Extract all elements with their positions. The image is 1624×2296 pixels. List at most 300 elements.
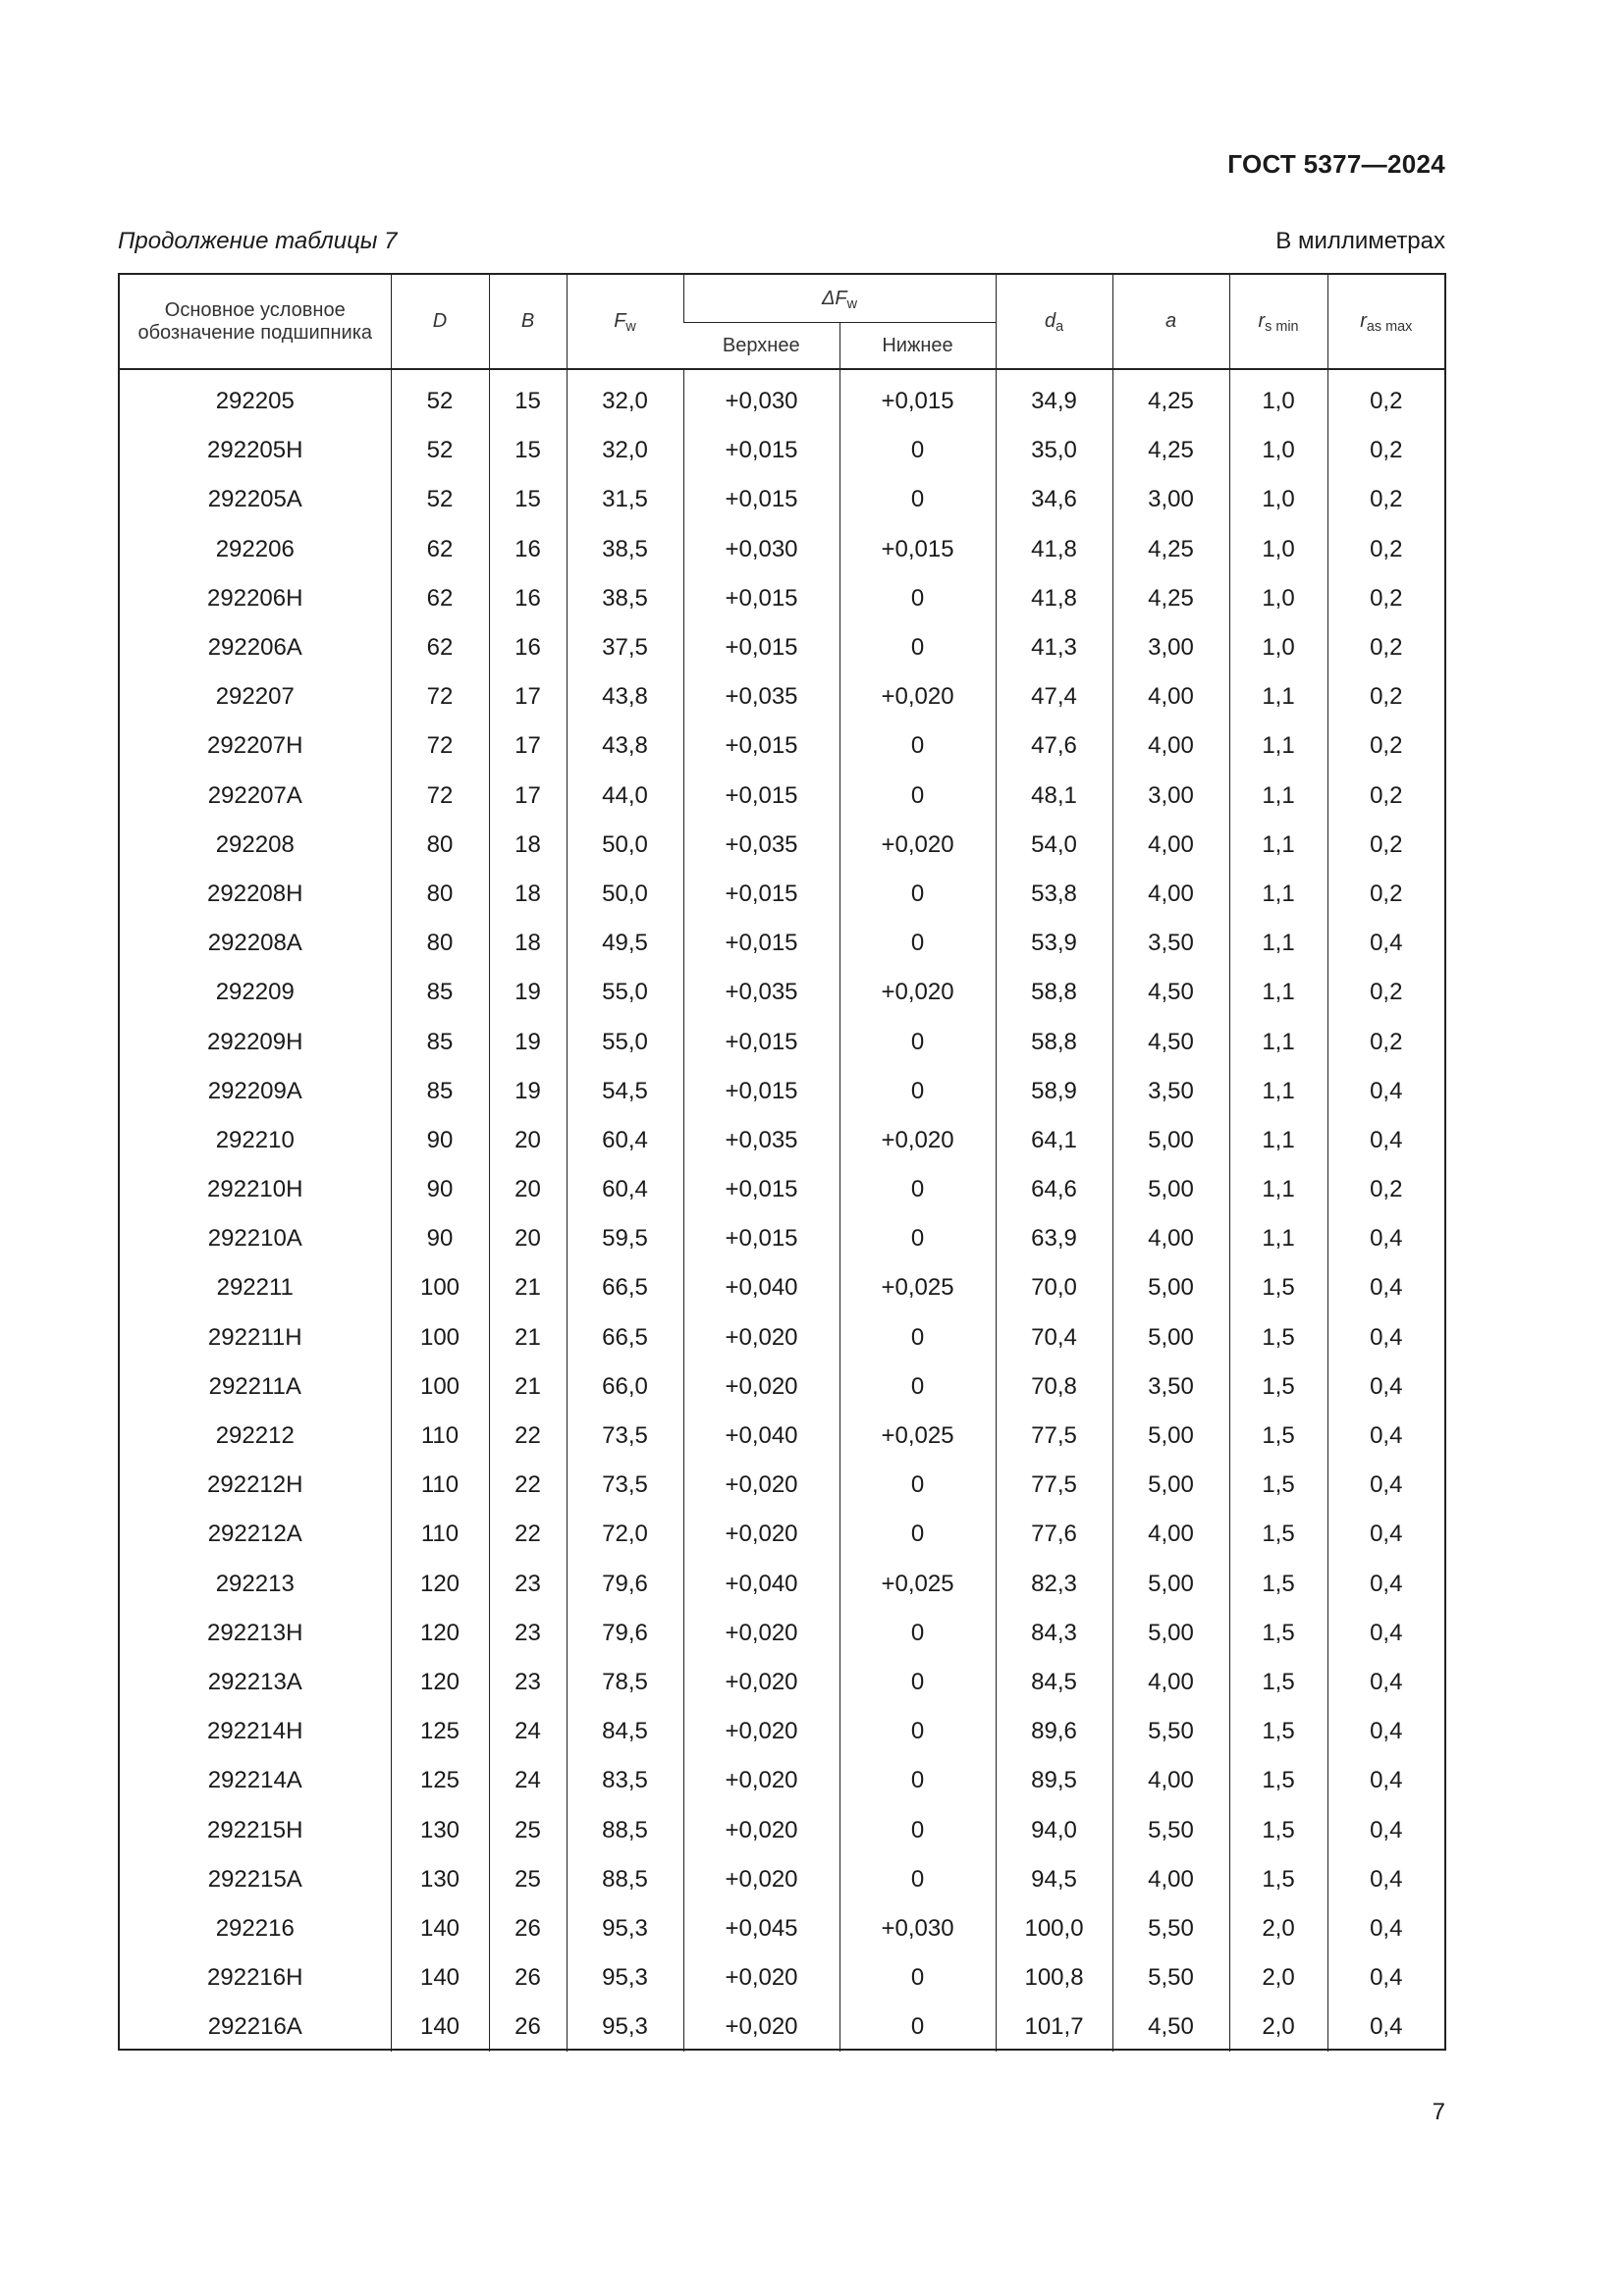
table-row [120, 475, 1444, 524]
cell-a: 4,25 [1112, 426, 1229, 475]
cell-designation: 292209H [207, 1028, 303, 1055]
cell-Fw: 54,5 [567, 1067, 683, 1116]
cell-B: 23 [489, 1609, 567, 1658]
cell-a: 5,50 [1112, 1805, 1229, 1854]
cell-designation: 292212H [207, 1471, 303, 1499]
cell-D: 80 [391, 919, 489, 968]
col-header-B: B [489, 275, 567, 369]
cell-B: 18 [489, 919, 567, 968]
cell-B: 23 [489, 1560, 567, 1609]
table-row [120, 672, 1444, 721]
cell-D: 100 [391, 1263, 489, 1312]
cell-D: 72 [391, 721, 489, 771]
cell-a: 5,00 [1112, 1263, 1229, 1312]
table-row [120, 919, 1444, 968]
cell-D: 120 [391, 1658, 489, 1707]
cell-designation: 292205H [207, 437, 303, 464]
cell-upper: +0,015 [683, 870, 839, 919]
col-header-D: D [391, 275, 489, 369]
cell-designation: 292208 [215, 830, 295, 858]
table-row [120, 623, 1444, 672]
cell-D: 80 [391, 821, 489, 870]
cell-a: 4,00 [1112, 821, 1229, 870]
cell-Fw: 83,5 [567, 1756, 683, 1805]
cell-Fw: 66,5 [567, 1313, 683, 1362]
cell-designation: 292211A [208, 1372, 301, 1400]
cell-a: 4,00 [1112, 870, 1229, 919]
cell-Fw: 31,5 [567, 475, 683, 524]
cell-rs-min: 1,1 [1229, 772, 1327, 821]
cell-Fw: 43,8 [567, 672, 683, 721]
cell-da: 41,3 [996, 623, 1112, 672]
cell-upper: +0,015 [683, 919, 839, 968]
cell-ras-max: 0,4 [1327, 1609, 1444, 1658]
cell-D: 62 [391, 623, 489, 672]
cell-designation: 292215A [207, 1865, 302, 1893]
cell-designation: 292208H [207, 880, 303, 907]
cell-B: 17 [489, 772, 567, 821]
cell-B: 19 [489, 1067, 567, 1116]
col-header-a: a [1112, 275, 1229, 369]
cell-da: 77,6 [996, 1510, 1112, 1559]
cell-Fw: 50,0 [567, 821, 683, 870]
cell-upper: +0,040 [683, 1560, 839, 1609]
cell-ras-max: 0,4 [1327, 1461, 1444, 1510]
cell-designation: 292212 [215, 1422, 295, 1450]
cell-Fw: 88,5 [567, 1855, 683, 1904]
cell-B: 22 [489, 1412, 567, 1461]
cell-Fw: 60,4 [567, 1116, 683, 1165]
cell-rs-min: 1,5 [1229, 1658, 1327, 1707]
cell-lower: +0,020 [839, 968, 996, 1017]
table-row [120, 1904, 1444, 1953]
cell-D: 140 [391, 1904, 489, 1953]
cell-ras-max: 0,4 [1327, 919, 1444, 968]
cell-upper: +0,020 [683, 1510, 839, 1559]
cell-da: 53,8 [996, 870, 1112, 919]
table-row [120, 1658, 1444, 1707]
cell-ras-max: 0,2 [1327, 475, 1444, 524]
cell-upper: +0,035 [683, 968, 839, 1017]
cell-a: 3,00 [1112, 475, 1229, 524]
cell-lower: 0 [839, 1756, 996, 1805]
cell-ras-max: 0,4 [1327, 1214, 1444, 1263]
cell-lower: +0,020 [839, 821, 996, 870]
cell-a: 5,00 [1112, 1313, 1229, 1362]
cell-B: 16 [489, 525, 567, 574]
table-row [120, 721, 1444, 771]
cell-designation: 292205A [207, 486, 302, 513]
cell-rs-min: 1,1 [1229, 1116, 1327, 1165]
cell-da: 41,8 [996, 574, 1112, 623]
cell-a: 5,00 [1112, 1165, 1229, 1214]
table-row [120, 1510, 1444, 1559]
cell-da: 54,0 [996, 821, 1112, 870]
cell-da: 70,8 [996, 1362, 1112, 1412]
cell-da: 47,4 [996, 672, 1112, 721]
cell-da: 94,5 [996, 1855, 1112, 1904]
cell-lower: 0 [839, 1017, 996, 1066]
cell-Fw: 32,0 [567, 426, 683, 475]
col-header-designation: Основное условное обозначение подшипника [120, 275, 391, 369]
cell-a: 3,50 [1112, 1362, 1229, 1412]
cell-designation: 292206A [207, 634, 302, 662]
cell-B: 20 [489, 1165, 567, 1214]
cell-Fw: 55,0 [567, 1017, 683, 1066]
cell-rs-min: 1,5 [1229, 1805, 1327, 1854]
cell-rs-min: 1,5 [1229, 1707, 1327, 1756]
table-caption-row [118, 228, 1445, 255]
cell-a: 4,00 [1112, 1658, 1229, 1707]
table-row [120, 1165, 1444, 1214]
cell-ras-max: 0,2 [1327, 574, 1444, 623]
cell-upper: +0,035 [683, 821, 839, 870]
cell-Fw: 84,5 [567, 1707, 683, 1756]
cell-B: 15 [489, 426, 567, 475]
cell-ras-max: 0,4 [1327, 1953, 1444, 2002]
cell-Fw: 38,5 [567, 525, 683, 574]
cell-lower: 0 [839, 1067, 996, 1116]
cell-lower: 0 [839, 426, 996, 475]
header-row [120, 275, 1444, 323]
cell-lower: +0,020 [839, 1116, 996, 1165]
cell-lower: 0 [839, 1214, 996, 1263]
cell-upper: +0,015 [683, 475, 839, 524]
cell-lower: 0 [839, 1805, 996, 1854]
col-header-lower: Нижнее [839, 323, 996, 370]
table-row [120, 1067, 1444, 1116]
cell-ras-max: 0,4 [1327, 1855, 1444, 1904]
cell-a: 3,00 [1112, 623, 1229, 672]
table-row [120, 1412, 1444, 1461]
cell-lower: 0 [839, 1658, 996, 1707]
cell-rs-min: 2,0 [1229, 1953, 1327, 2002]
cell-lower: 0 [839, 1313, 996, 1362]
cell-a: 5,00 [1112, 1461, 1229, 1510]
cell-a: 4,50 [1112, 2002, 1229, 2052]
cell-Fw: 50,0 [567, 870, 683, 919]
cell-a: 4,25 [1112, 377, 1229, 426]
cell-upper: +0,030 [683, 377, 839, 426]
col-header-Fw: $F_w$ [567, 275, 683, 369]
header-separator [120, 369, 1444, 377]
cell-da: 101,7 [996, 2002, 1112, 2052]
table-row [120, 1855, 1444, 1904]
cell-D: 110 [391, 1461, 489, 1510]
col-header-delta-Fw: $\Delta F_w$ [683, 275, 996, 323]
cell-D: 90 [391, 1165, 489, 1214]
cell-D: 110 [391, 1510, 489, 1559]
cell-Fw: 44,0 [567, 772, 683, 821]
cell-rs-min: 1,0 [1229, 623, 1327, 672]
cell-rs-min: 1,1 [1229, 919, 1327, 968]
table-row [120, 821, 1444, 870]
cell-D: 52 [391, 377, 489, 426]
cell-ras-max: 0,2 [1327, 1017, 1444, 1066]
cell-ras-max: 0,4 [1327, 1263, 1444, 1312]
cell-upper: +0,040 [683, 1263, 839, 1312]
table-row [120, 1116, 1444, 1165]
cell-lower: 0 [839, 870, 996, 919]
table-frame [118, 273, 1446, 2051]
cell-rs-min: 1,0 [1229, 475, 1327, 524]
cell-rs-min: 1,1 [1229, 721, 1327, 771]
cell-B: 26 [489, 1953, 567, 2002]
cell-da: 58,9 [996, 1067, 1112, 1116]
cell-designation: 292214A [207, 1767, 302, 1794]
cell-designation: 292205 [215, 388, 295, 415]
table-body [120, 377, 1444, 2052]
cell-lower: 0 [839, 1707, 996, 1756]
col-header-da: $d_a$ [996, 275, 1112, 369]
cell-designation: 292206H [207, 584, 303, 612]
cell-designation: 292213H [207, 1619, 303, 1646]
cell-rs-min: 1,0 [1229, 525, 1327, 574]
cell-rs-min: 1,5 [1229, 1362, 1327, 1412]
cell-a: 4,00 [1112, 721, 1229, 771]
cell-D: 125 [391, 1756, 489, 1805]
cell-upper: +0,020 [683, 1658, 839, 1707]
cell-ras-max: 0,2 [1327, 672, 1444, 721]
cell-upper: +0,015 [683, 574, 839, 623]
cell-ras-max: 0,4 [1327, 2002, 1444, 2052]
cell-D: 140 [391, 1953, 489, 2002]
cell-designation: 292209A [207, 1077, 302, 1104]
col-header-ras-max: $r_{as max}$ [1327, 275, 1444, 369]
cell-Fw: 79,6 [567, 1560, 683, 1609]
table-row [120, 426, 1444, 475]
bearing-dimensions-table [120, 275, 1444, 2052]
cell-rs-min: 1,5 [1229, 1560, 1327, 1609]
cell-rs-min: 1,1 [1229, 1214, 1327, 1263]
cell-ras-max: 0,4 [1327, 1805, 1444, 1854]
cell-D: 85 [391, 1017, 489, 1066]
cell-lower: 0 [839, 721, 996, 771]
cell-Fw: 73,5 [567, 1412, 683, 1461]
cell-a: 4,00 [1112, 1855, 1229, 1904]
table-row [120, 525, 1444, 574]
cell-lower: +0,025 [839, 1263, 996, 1312]
page-number: 7 [1432, 2099, 1445, 2125]
cell-B: 26 [489, 2002, 567, 2052]
cell-designation: 292211H [207, 1323, 302, 1351]
cell-D: 80 [391, 870, 489, 919]
cell-Fw: 66,0 [567, 1362, 683, 1412]
cell-da: 82,3 [996, 1560, 1112, 1609]
cell-B: 21 [489, 1263, 567, 1312]
cell-D: 72 [391, 772, 489, 821]
cell-upper: +0,020 [683, 1362, 839, 1412]
cell-rs-min: 1,5 [1229, 1510, 1327, 1559]
cell-upper: +0,015 [683, 623, 839, 672]
cell-ras-max: 0,2 [1327, 426, 1444, 475]
cell-a: 5,00 [1112, 1609, 1229, 1658]
cell-Fw: 79,6 [567, 1609, 683, 1658]
cell-designation: 292210 [215, 1126, 295, 1153]
cell-D: 120 [391, 1560, 489, 1609]
cell-ras-max: 0,2 [1327, 1165, 1444, 1214]
cell-B: 18 [489, 821, 567, 870]
cell-Fw: 60,4 [567, 1165, 683, 1214]
cell-D: 110 [391, 1412, 489, 1461]
cell-lower: 0 [839, 623, 996, 672]
table-units-note: В миллиметрах [1275, 228, 1445, 254]
cell-designation: 292210A [207, 1225, 302, 1253]
cell-upper: +0,015 [683, 1017, 839, 1066]
cell-ras-max: 0,4 [1327, 1560, 1444, 1609]
cell-B: 26 [489, 1904, 567, 1953]
cell-rs-min: 1,5 [1229, 1412, 1327, 1461]
cell-designation: 292212A [207, 1521, 302, 1548]
cell-upper: +0,045 [683, 1904, 839, 1953]
cell-da: 70,0 [996, 1263, 1112, 1312]
table-row [120, 1609, 1444, 1658]
cell-ras-max: 0,4 [1327, 1658, 1444, 1707]
cell-rs-min: 1,5 [1229, 1313, 1327, 1362]
cell-upper: +0,035 [683, 672, 839, 721]
cell-lower: 0 [839, 574, 996, 623]
cell-a: 5,50 [1112, 1904, 1229, 1953]
cell-lower: 0 [839, 1510, 996, 1559]
cell-B: 25 [489, 1855, 567, 1904]
cell-da: 35,0 [996, 426, 1112, 475]
cell-B: 25 [489, 1805, 567, 1854]
cell-upper: +0,015 [683, 721, 839, 771]
cell-B: 22 [489, 1461, 567, 1510]
table-row [120, 1263, 1444, 1312]
cell-a: 4,00 [1112, 1510, 1229, 1559]
cell-Fw: 78,5 [567, 1658, 683, 1707]
cell-designation: 292210H [207, 1176, 303, 1203]
cell-upper: +0,015 [683, 1165, 839, 1214]
cell-rs-min: 2,0 [1229, 2002, 1327, 2052]
cell-designation: 292207A [207, 781, 302, 809]
table-row [120, 1805, 1444, 1854]
cell-lower: 0 [839, 1855, 996, 1904]
cell-da: 34,9 [996, 377, 1112, 426]
cell-rs-min: 1,5 [1229, 1461, 1327, 1510]
cell-da: 70,4 [996, 1313, 1112, 1362]
cell-upper: +0,020 [683, 1953, 839, 2002]
cell-upper: +0,020 [683, 1707, 839, 1756]
cell-D: 52 [391, 426, 489, 475]
cell-designation: 292216A [207, 2013, 302, 2041]
cell-ras-max: 0,2 [1327, 377, 1444, 426]
cell-D: 85 [391, 1067, 489, 1116]
cell-rs-min: 2,0 [1229, 1904, 1327, 1953]
cell-ras-max: 0,4 [1327, 1067, 1444, 1116]
cell-da: 58,8 [996, 1017, 1112, 1066]
cell-ras-max: 0,2 [1327, 968, 1444, 1017]
cell-rs-min: 1,1 [1229, 821, 1327, 870]
cell-upper: +0,020 [683, 1756, 839, 1805]
cell-lower: 0 [839, 1609, 996, 1658]
cell-ras-max: 0,4 [1327, 1362, 1444, 1412]
table-row [120, 1017, 1444, 1066]
cell-B: 22 [489, 1510, 567, 1559]
cell-B: 18 [489, 870, 567, 919]
cell-ras-max: 0,4 [1327, 1707, 1444, 1756]
cell-Fw: 88,5 [567, 1805, 683, 1854]
cell-ras-max: 0,4 [1327, 1313, 1444, 1362]
cell-ras-max: 0,4 [1327, 1510, 1444, 1559]
table-row [120, 1953, 1444, 2002]
cell-lower: +0,015 [839, 525, 996, 574]
cell-designation: 292213A [207, 1668, 302, 1695]
cell-a: 3,00 [1112, 772, 1229, 821]
cell-D: 85 [391, 968, 489, 1017]
table-row [120, 1313, 1444, 1362]
cell-da: 100,8 [996, 1953, 1112, 2002]
cell-B: 16 [489, 623, 567, 672]
cell-lower: 0 [839, 1461, 996, 1510]
cell-Fw: 59,5 [567, 1214, 683, 1263]
cell-D: 100 [391, 1313, 489, 1362]
cell-D: 90 [391, 1214, 489, 1263]
cell-da: 100,0 [996, 1904, 1112, 1953]
cell-D: 125 [391, 1707, 489, 1756]
col-header-rs-min: $r_{s min}$ [1229, 275, 1327, 369]
cell-ras-max: 0,4 [1327, 1904, 1444, 1953]
cell-D: 52 [391, 475, 489, 524]
cell-rs-min: 1,1 [1229, 968, 1327, 1017]
cell-lower: +0,020 [839, 672, 996, 721]
cell-da: 63,9 [996, 1214, 1112, 1263]
cell-B: 24 [489, 1707, 567, 1756]
cell-Fw: 72,0 [567, 1510, 683, 1559]
cell-designation: 292216 [215, 1914, 295, 1942]
cell-rs-min: 1,1 [1229, 1165, 1327, 1214]
cell-a: 4,25 [1112, 525, 1229, 574]
cell-B: 15 [489, 377, 567, 426]
cell-designation: 292207H [207, 732, 303, 760]
cell-D: 90 [391, 1116, 489, 1165]
cell-a: 5,00 [1112, 1412, 1229, 1461]
cell-lower: 0 [839, 1953, 996, 2002]
cell-B: 16 [489, 574, 567, 623]
cell-da: 48,1 [996, 772, 1112, 821]
cell-ras-max: 0,4 [1327, 1116, 1444, 1165]
cell-designation: 292207 [215, 683, 295, 711]
cell-upper: +0,020 [683, 1855, 839, 1904]
cell-rs-min: 1,0 [1229, 426, 1327, 475]
cell-designation: 292216H [207, 1964, 303, 1992]
cell-upper: +0,015 [683, 1214, 839, 1263]
table-row [120, 870, 1444, 919]
cell-upper: +0,020 [683, 1313, 839, 1362]
cell-da: 34,6 [996, 475, 1112, 524]
cell-a: 5,00 [1112, 1560, 1229, 1609]
cell-D: 100 [391, 1362, 489, 1412]
table-row [120, 1756, 1444, 1805]
cell-Fw: 37,5 [567, 623, 683, 672]
table-row [120, 772, 1444, 821]
cell-B: 24 [489, 1756, 567, 1805]
cell-Fw: 38,5 [567, 574, 683, 623]
cell-a: 5,50 [1112, 1953, 1229, 2002]
cell-designation: 292211 [216, 1274, 294, 1302]
cell-rs-min: 1,1 [1229, 870, 1327, 919]
cell-upper: +0,015 [683, 1067, 839, 1116]
table-row [120, 2002, 1444, 2052]
cell-da: 77,5 [996, 1461, 1112, 1510]
cell-B: 20 [489, 1214, 567, 1263]
table-row [120, 574, 1444, 623]
cell-da: 53,9 [996, 919, 1112, 968]
cell-B: 20 [489, 1116, 567, 1165]
cell-a: 3,50 [1112, 919, 1229, 968]
cell-B: 23 [489, 1658, 567, 1707]
